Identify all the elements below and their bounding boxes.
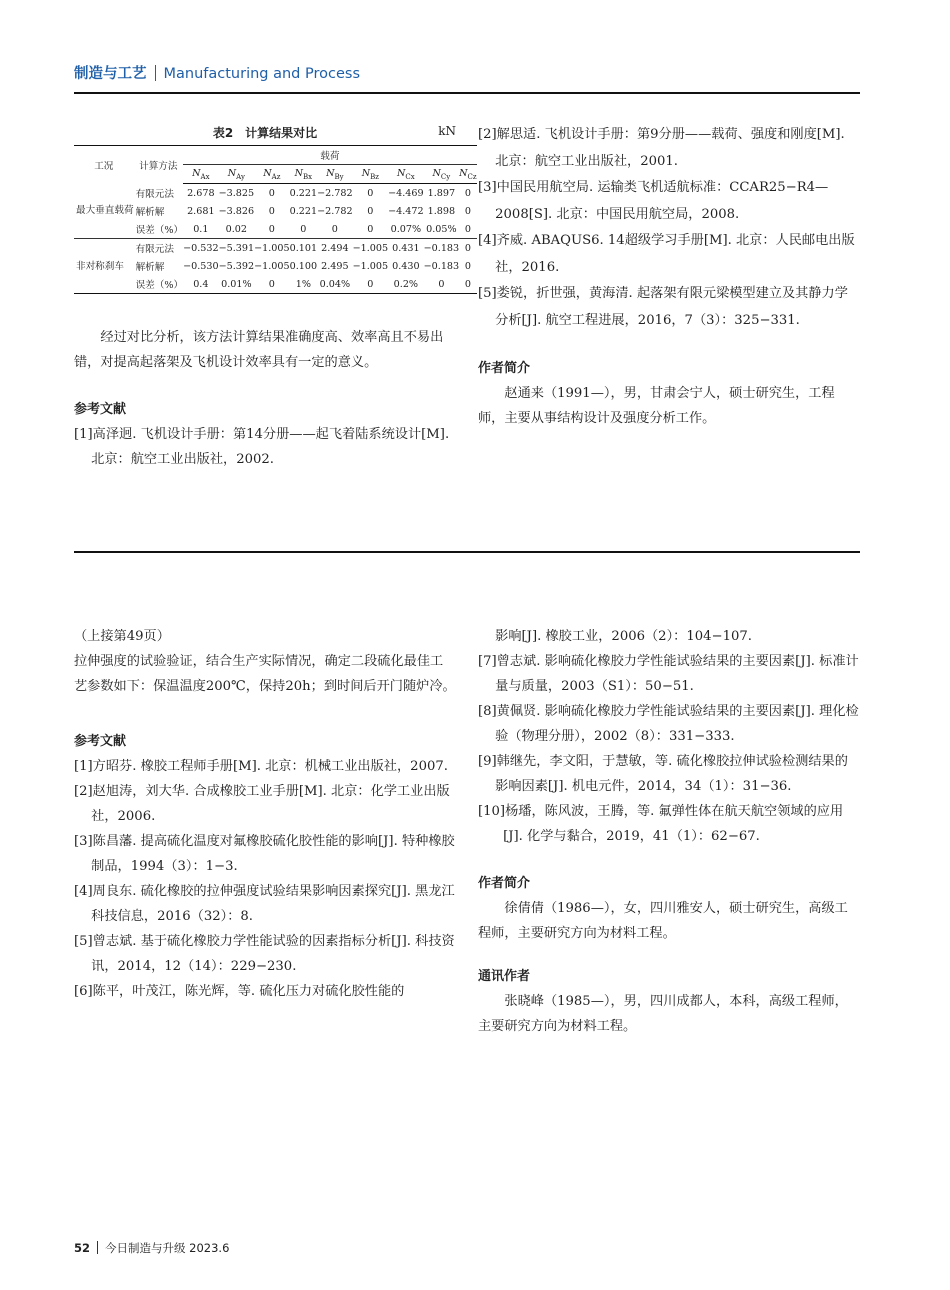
author-bio: 赵通来（1991—），男，甘肃会宁人，硕士研究生，工程师，主要从事结构设计及强度分析工作。 (478, 386, 835, 426)
value-cell: 0.05% (424, 220, 460, 239)
value-cell: −5.392 (218, 260, 255, 272)
value-cell: −5.391 (218, 242, 255, 254)
page-number: 52 (74, 1241, 91, 1255)
value-cell: −0.532 (183, 242, 219, 254)
corresponding-author-heading: 通讯作者 (478, 969, 531, 984)
table-row (74, 257, 477, 275)
header-method: 计算方法 (134, 146, 184, 184)
reference-item: [8]黄佩贤. 影响硫化橡胶力学性能试验结果的主要因素[J]. 理化检验（物理分册），2002（8）：331−333. (478, 704, 859, 744)
value-cell: 0 (464, 242, 471, 254)
top-rule (74, 92, 860, 94)
value-cell: 0 (353, 220, 389, 239)
load-header-n-az: $N_{Az}$ (254, 165, 290, 184)
method-cell: 误差（%） (134, 275, 184, 294)
table-title: 表2 计算结果对比 (212, 126, 318, 140)
bottom-right-column (478, 624, 860, 1039)
author-bio: 徐倩倩（1986—），女，四川雅安人，硕士研究生，高级工程师，主要研究方向为材料工程。 (478, 901, 848, 941)
reference-item: [4]周良东. 硫化橡胶的拉伸强度试验结果影响因素探究[J]. 黑龙江科技信息，2016（32）：8. (74, 884, 455, 924)
corresponding-author-bio: 张晓峰（1985—），男，四川成都人，本科，高级工程师，主要研究方向为材料工程。 (478, 994, 848, 1034)
value-cell: −3.825 (218, 187, 255, 199)
table-row (74, 220, 477, 239)
reference-item: [4]齐威. ABAQUS6. 14超级学习手册[M]. 北京：人民邮电出版社，2016. (478, 233, 855, 275)
method-cell: 解析解 (135, 262, 165, 273)
condition-cell: 最大垂直载荷 (74, 184, 134, 239)
load-header-n-ax: $N_{Ax}$ (183, 165, 219, 184)
value-cell: 0 (254, 275, 290, 294)
journal-header (74, 62, 360, 83)
value-cell: 1.897 (427, 187, 456, 199)
value-cell: 0 (367, 205, 374, 217)
value-cell: −0.183 (423, 260, 460, 272)
table-row (74, 275, 477, 294)
results-table (74, 145, 477, 294)
value-cell: 0 (464, 205, 471, 217)
value-cell: −0.530 (183, 260, 219, 272)
header-title-zh: 制造与工艺 (74, 66, 147, 82)
conclusion-paragraph: 经过对比分析，该方法计算结果准确度高、效率高且不易出错，对提高起落架及飞机设计效率具有一定的意义。 (74, 330, 444, 370)
section-divider (74, 551, 860, 553)
header-load-group: 载荷 (183, 146, 477, 165)
value-cell: −0.183 (423, 242, 460, 254)
author-heading: 作者简介 (478, 361, 531, 376)
table-row (74, 202, 477, 220)
top-left-column (74, 325, 456, 472)
value-cell: 0 (254, 220, 290, 239)
bottom-left-column (74, 624, 456, 1004)
value-cell: −4.469 (388, 187, 424, 199)
reference-item: [3]陈昌藩. 提高硫化温度对氟橡胶硫化胶性能的影响[J]. 特种橡胶制品，1994（3）：1−3. (74, 834, 455, 874)
value-cell: 0 (464, 260, 471, 272)
reference-item: [2]赵旭涛，刘大华. 合成橡胶工业手册[M]. 北京：化学工业出版社，2006. (74, 784, 450, 824)
value-cell: 0 (268, 187, 275, 199)
value-cell: −1.005 (254, 242, 290, 254)
value-cell: 0.02 (219, 220, 255, 239)
value-cell: −1.005 (352, 260, 389, 272)
value-cell: 0 (353, 275, 389, 294)
value-cell: 0.101 (289, 242, 318, 254)
load-header-n-cx: $N_{Cx}$ (388, 165, 424, 184)
author-heading: 作者简介 (478, 876, 531, 891)
method-cell: 解析解 (135, 207, 165, 218)
table-row (74, 239, 477, 258)
header-title-en: Manufacturing and Process (163, 66, 361, 82)
reference-item: [10]杨璠，陈风波，王腾，等. 氟弹性体在航天航空领域的应用[J]. 化学与黏合，2019，41（1）：62−67. (478, 804, 844, 844)
value-cell: 0.04% (317, 275, 353, 294)
load-header-n-cz: $N_{Cz}$ (459, 165, 476, 184)
value-cell: 0 (367, 187, 374, 199)
continued-from: （上接第49页） (74, 629, 170, 644)
value-cell: 0.100 (289, 260, 318, 272)
value-cell: 0 (317, 220, 353, 239)
reference-item: [7]曾志斌. 影响硫化橡胶力学性能试验结果的主要因素[J]. 标准计量与质量，2003（S1）：50−51. (478, 654, 859, 694)
table-unit: kN (438, 124, 456, 138)
condition-cell: 非对称刹车 (74, 239, 134, 294)
load-header-n-bz: $N_{Bz}$ (353, 165, 389, 184)
value-cell: 2.495 (321, 260, 349, 272)
journal-issue: 今日制造与升级 2023.6 (105, 1241, 230, 1255)
load-header-n-by: $N_{By}$ (317, 165, 353, 184)
reference-continuation: 影响[J]. 橡胶工业，2006（2）：104−107. (495, 629, 752, 644)
reference-item: [1]高泽迥. 飞机设计手册：第14分册——起飞着陆系统设计[M]. 北京：航空工业出版社，2002. (74, 427, 450, 467)
value-cell: 2.681 (187, 205, 215, 217)
value-cell: −4.472 (388, 205, 424, 217)
value-cell: 0.221 (289, 205, 318, 217)
value-cell: 0.430 (392, 260, 420, 272)
reference-item: [3]中国民用航空局. 运输类飞机适航标准：CCAR25−R4—2008[S]. 北京：中国民用航空局，2008. (478, 180, 829, 222)
header-condition: 工况 (74, 146, 134, 184)
references-heading: 参考文献 (74, 734, 127, 749)
value-cell: −1.005 (352, 242, 389, 254)
method-cell: 误差（%） (134, 220, 184, 239)
value-cell: 0 (464, 187, 471, 199)
reference-item: [6]陈平，叶茂江，陈光辉，等. 硫化压力对硫化胶性能的 (74, 984, 405, 999)
value-cell: 1% (290, 275, 317, 294)
value-cell: 0.1 (183, 220, 219, 239)
value-cell: 0 (290, 220, 317, 239)
reference-item: [2]解思适. 飞机设计手册：第9分册——载荷、强度和刚度[M]. 北京：航空工业出版社，2001. (478, 127, 845, 169)
value-cell: 0 (424, 275, 460, 294)
value-cell: 2.494 (321, 242, 349, 254)
load-header-n-cy: $N_{Cy}$ (424, 165, 460, 184)
reference-item: [5]娄锐，折世强，黄海清. 起落架有限元梁模型建立及其静力学分析[J]. 航空工程进展，2016，7（3）：325−331. (478, 286, 848, 328)
value-cell: 0.2% (388, 275, 424, 294)
header-divider (155, 65, 156, 81)
load-header-n-ay: $N_{Ay}$ (219, 165, 255, 184)
value-cell: 0.431 (392, 242, 420, 254)
value-cell: 0 (268, 205, 275, 217)
top-right-column (478, 122, 860, 431)
reference-item: [9]韩继先，李文阳，于慧敏，等. 硫化橡胶拉伸试验检测结果的影响因素[J]. 机电元件，2014，34（1）：31−36. (478, 754, 848, 794)
footer-divider (97, 1241, 98, 1254)
value-cell: 0.07% (388, 220, 424, 239)
body-paragraph: 拉伸强度的试验验证，结合生产实际情况，确定二段硫化最佳工艺参数如下：保温温度200℃，保持20h；到时间后开门随炉冷。 (74, 654, 456, 694)
method-cell: 有限元法 (135, 244, 174, 255)
table-row (74, 184, 477, 203)
value-cell: 0 (459, 275, 476, 294)
value-cell: 1.898 (427, 205, 456, 217)
value-cell: −3.826 (218, 205, 255, 217)
value-cell: −1.005 (254, 260, 290, 272)
value-cell: −2.782 (317, 205, 353, 217)
value-cell: 0 (459, 220, 476, 239)
reference-item: [5]曾志斌. 基于硫化橡胶力学性能试验的因素指标分析[J]. 科技资讯，2014，12（14）：229−230. (74, 934, 455, 974)
value-cell: 0.4 (183, 275, 219, 294)
value-cell: 0.221 (289, 187, 318, 199)
value-cell: 2.678 (187, 187, 215, 199)
page-footer (74, 1240, 229, 1256)
table-caption (74, 124, 456, 141)
method-cell: 有限元法 (135, 188, 174, 200)
reference-item: [1]方昭芬. 橡胶工程师手册[M]. 北京：机械工业出版社，2007. (74, 759, 448, 774)
value-cell: −2.782 (317, 187, 353, 199)
references-heading: 参考文献 (74, 402, 127, 417)
load-header-n-bx: $N_{Bx}$ (290, 165, 317, 184)
value-cell: 0.01% (219, 275, 255, 294)
